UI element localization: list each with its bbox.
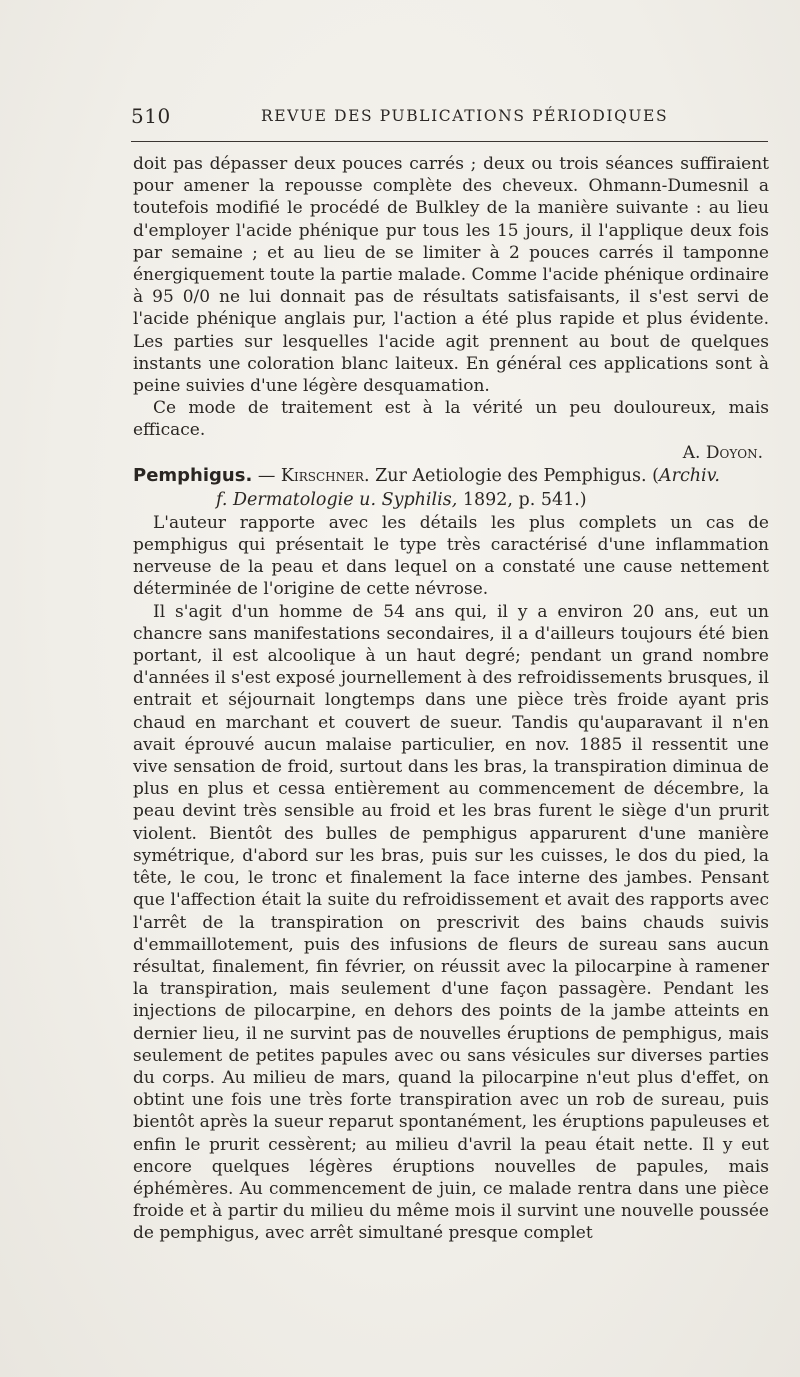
continued-paragraph: doit pas dépasser deux pouces carrés ; deux ou trois séances suffiraient pour amener la repousse complète des cheveux. Ohmann-Dumesnil a toutefois modifié le procédé de Bulkley de la manière suivante : au lieu d'employer l'acide phénique pur tous les 15 jours, il l'applique deux fois par semaine ; et au lieu de se limiter à 2 pouces carrés il tamponne énergiquement toute la partie malade. Comme l'acide phénique ordinaire à 95 0/0 ne lui donnait pas de résultats satisfaisants, il s'est servi de l'acide phénique anglais pur, l'action a été plus rapide et plus évidente. Les parties sur lesquelles l'acide agit prennent au bout de quelques instants une coloration blanc laiteux. En général ces applications sont à peine suivies d'une légère desquamation. xyxy=(133,154,769,397)
article-title: Pemphigus. xyxy=(133,464,253,486)
journal-name-part2: f. Dermatologie u. Syphilis, xyxy=(216,489,458,510)
signature-name: A. Doyon. xyxy=(682,442,763,463)
running-title: REVUE DES PUBLICATIONS PÉRIODIQUES xyxy=(261,107,669,125)
page-header xyxy=(131,98,768,138)
article-heading xyxy=(133,464,769,512)
heading-dash: — xyxy=(252,465,281,486)
article-paragraph-2: Il s'agit d'un homme de 54 ans qui, il y a environ 20 ans, eut un chancre sans manifestations secondaires, il a d'ailleurs toujours été bien portant, il est alcoolique à un haut degré; pendant un grand nombre d'années il s'est exposé journellement à des refroidissements brusques, il entrait et séjournait longtemps dans une pièce très froide ayant pris chaud en marchant et couvert de sueur. Tandis qu'auparavant il n'en avait éprouvé aucun malaise particulier, en nov. 1885 il ressentit une vive sensation de froid, surtout dans les bras, la transpiration diminua de plus en plus et cessa entièrement au commencement de décembre, la peau devint très sensible au froid et les bras furent le siège d'un prurit violent. Bientôt des bulles de pemphigus apparurent d'une manière symétrique, d'abord sur les bras, puis sur les cuisses, le dos du pied, la tête, le cou, le tronc et finalement la face interne des jambes. Pensant que l'affection était la suite du refroidissement et avait des rapports avec l'arrêt de la transpiration on prescrivit des bains chauds suivis d'emmaillotement, puis des infusions de fleurs de sureau sans aucun résultat, finalement, fin février, on réussit avec la pilocarpine à ramener la transpiration, mais seulement d'une façon passagère. Pendant les injections de pilocarpine, en dehors des points de la jambe atteints en dernier lieu, il ne survint pas de nouvelles éruptions de pemphigus, mais seulement de petites papules avec ou sans vésicules sur diverses parties du corps. Au milieu de mars, quand la pilocarpine n'eut plus d'effet, on obtint une fois une très forte transpiration avec un rob de sureau, puis bientôt après la sueur reparut spontanément, les éruptions papuleuses et enfin le prurit cessèrent; au milieu d'avril la peau était nette. Il y eut encore quelques légères éruptions nouvelles de papules, mais éphémères. Au commencement de juin, ce malade rentra dans une pièce froide et à partir du milieu du même mois il survint une nouvelle poussée de pemphigus, avec arrêt simultané presque complet xyxy=(133,601,769,1244)
review-signature xyxy=(133,442,769,464)
article-paragraph-1: L'auteur rapporte avec les détails les plus complets un cas de pemphigus qui présentait le type très caractérisé d'une inflammation nerveuse de la peau et dans lequel on a constaté une cause nettement déterminée de l'origine de cette névrose. xyxy=(133,512,769,600)
page-number: 510 xyxy=(131,104,171,128)
article-author: Kirschner xyxy=(280,465,364,486)
heading-second-line xyxy=(133,488,769,512)
closing-paragraph: Ce mode de traitement est à la vérité un peu douloureux, mais efficace. xyxy=(133,398,769,441)
page-body xyxy=(133,153,769,1245)
citation-title: . Zur Aetiologie des Pemphigus. ( xyxy=(363,465,659,486)
header-rule xyxy=(131,141,768,142)
journal-name-part1: Archiv. xyxy=(658,465,720,486)
citation-tail: 1892, p. 541.) xyxy=(457,489,587,510)
